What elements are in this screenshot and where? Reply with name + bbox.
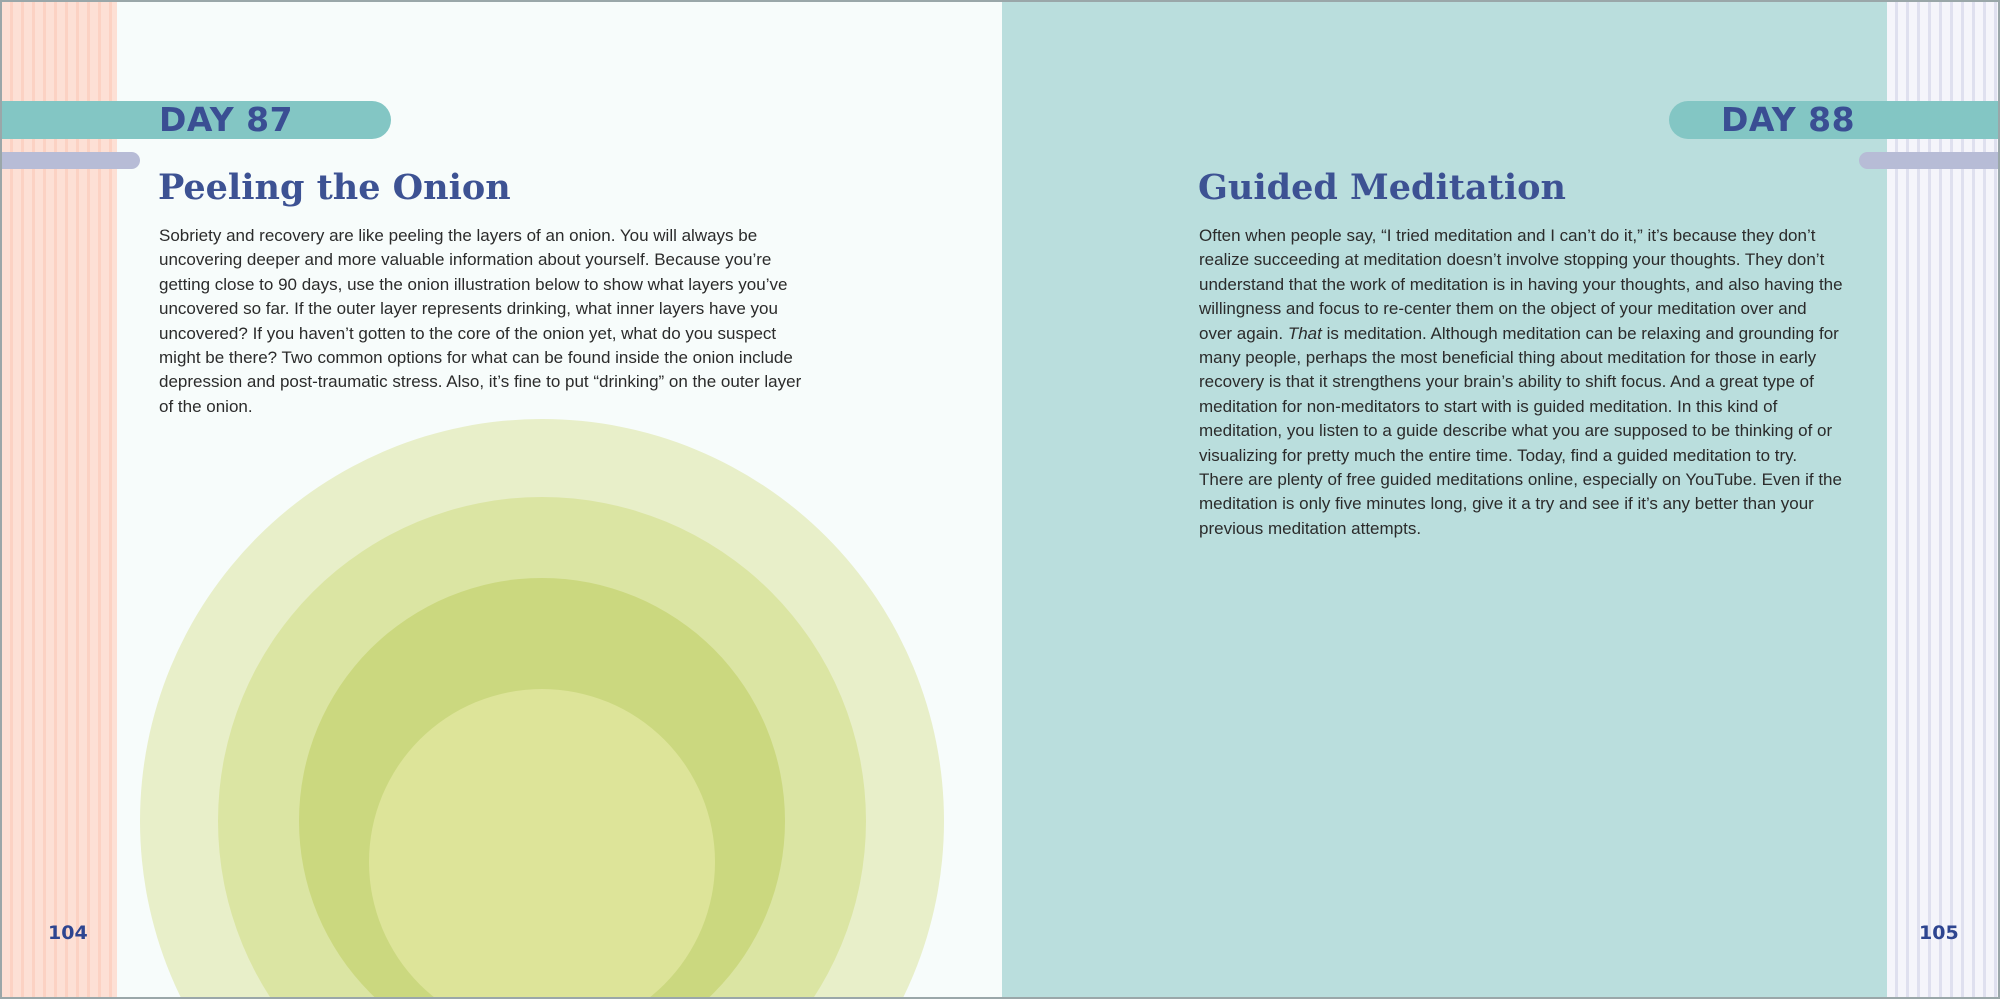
body-text-right-italic: That [1287,323,1322,343]
body-text-right-part1: Often when people say, “I tried meditation and I can’t do it,” it’s because they don’t realize succeeding at meditation doesn’t involve stopping your thoughts. They don’t understand that the work of meditation is in having your thoughts, and also having the willingness and focus to re-center them on the object of your meditation over and over again. [1199,226,1843,343]
body-text-left: Sobriety and recovery are like peeling the layers of an onion. You will always be uncovering deeper and more valuable information about yourself. Because you’re getting close to 90 days, use the onion illustration below to show what layers you’ve uncovered so far. If the outer layer represents drinking, what inner layers have you uncovered? If you haven’t gotten to the core of the onion yet, what do you suspect might be there? Two common options for what can be found inside the onion include depression and post-traumatic stress. Also, it’s fine to put “drinking” on the outer layer of the onion. [159,226,802,416]
right-page [1002,2,2000,999]
onion-illustration [2,2,1002,999]
page-title-right: Guided Meditation [1198,167,1566,208]
body-text-right-part2: is meditation. Although meditation can be relaxing and grounding for many people, perhaps the most beneficial thing about meditation for those in early recovery is that it strengthens your brain’s ability to shift focus. And a great type of meditation for non-meditators to start with is guided meditation. In this kind of meditation, you listen to a guide describe what you are supposed to be thinking of or visualizing for pretty much the entire time. Today, find a guided meditation to try. There are plenty of free guided meditations online, especially on YouTube. Even if the meditation is only five minutes long, give it a try and see if it’s any better than your previous meditation attempts. [1199,323,1842,538]
page-title-left: Peeling the Onion [158,167,511,208]
day-label-right: DAY 88 [1721,100,1856,139]
page-number-right: 105 [1919,922,1959,944]
day-label-left: DAY 87 [159,100,294,139]
accent-bar-right [1859,152,2000,169]
left-page [2,2,1002,999]
body-text-right [1199,224,1844,541]
page-number-left: 104 [48,922,88,944]
accent-bar-left [2,152,140,169]
